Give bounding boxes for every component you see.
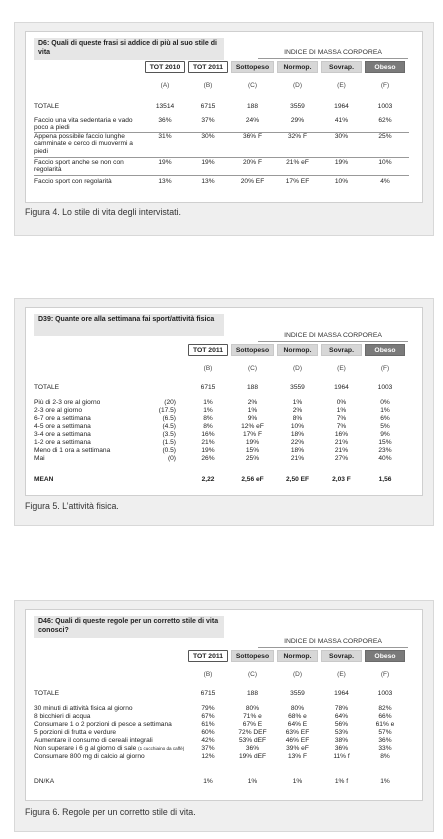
col-letter: (F) — [380, 82, 390, 89]
row-label: 1-2 ore a settimana — [34, 439, 91, 446]
table-cell: 61% e — [375, 721, 395, 728]
total-cell: 6715 — [200, 103, 216, 110]
row-label: Più di 2-3 ore al giorno — [34, 399, 101, 406]
table-cell: 19% — [201, 159, 215, 166]
table-row — [26, 447, 422, 455]
table-cell: 23% — [378, 447, 392, 454]
table-cell: 1% — [292, 399, 303, 406]
row-divider — [34, 157, 409, 158]
table-cell: 13% F — [287, 753, 308, 760]
col-header-tot2011: TOT 2011 — [188, 344, 228, 356]
row-label: Faccio sport anche se non con regolarità — [34, 159, 124, 174]
table-cell: 71% e — [243, 713, 262, 720]
row-label: Meno di 1 ora a settimana — [34, 447, 111, 454]
table-cell: 12% — [201, 753, 215, 760]
table-cell: 20% F — [242, 159, 263, 166]
table-cell: 13% — [158, 178, 172, 185]
table-cell: 16% — [201, 431, 215, 438]
col-header-obeso: Obeso — [365, 61, 405, 73]
table-cell: 33% — [378, 745, 392, 752]
mean-label: MEAN — [34, 476, 54, 483]
row-divider — [34, 175, 409, 176]
row-label: 8 bicchieri di acqua — [34, 713, 91, 720]
table-row — [26, 737, 422, 745]
table-cell: 2% — [247, 399, 258, 406]
table-cell: 17% EF — [285, 178, 310, 185]
col-letter: (B) — [203, 671, 213, 678]
table-cell: 64% — [334, 713, 349, 720]
table-cell: 15% — [378, 439, 392, 446]
imc-underline — [258, 58, 408, 59]
row-label: Faccio sport con regolarità — [34, 178, 112, 185]
total-cell: 188 — [246, 690, 258, 697]
figure-5-table — [25, 307, 423, 496]
mean-cell: 2,22 — [201, 476, 215, 483]
dnka-cell: 1% — [380, 778, 390, 785]
dnka-label: DN/KA — [34, 778, 55, 785]
table-row — [26, 439, 422, 447]
col-header-sovrap: Sovrap. — [321, 61, 362, 73]
total-cell: 188 — [246, 103, 258, 110]
table-cell: 1% — [247, 407, 258, 414]
table-cell: 8% — [203, 423, 213, 430]
row-hours-value: (6.5) — [162, 415, 176, 422]
table-cell: 7% — [336, 415, 347, 422]
total-cell: 1964 — [334, 690, 349, 697]
row-label: 2-3 ore al giorno — [34, 407, 83, 414]
table-cell: 21% — [201, 439, 215, 446]
table-cell: 1% — [203, 399, 213, 406]
total-cell: 6715 — [200, 384, 216, 391]
mean-cell: 2,56 eF — [241, 476, 264, 483]
figure-4-panel — [14, 22, 434, 236]
table-cell: 61% — [201, 721, 215, 728]
table-cell: 36% — [334, 745, 349, 752]
table-cell: 57% — [378, 729, 392, 736]
row-label: 4-5 ore a settimana — [34, 423, 91, 430]
col-letter: (F) — [380, 365, 390, 372]
row-label — [34, 745, 184, 752]
row-label: Consumare 800 mg di calcio al giorno — [34, 753, 145, 760]
figure-caption: Figura 5. L’attività fisica. — [25, 501, 119, 511]
table-row — [26, 729, 422, 737]
table-cell: 5% — [380, 423, 390, 430]
table-cell: 21% — [334, 439, 349, 446]
table-row — [26, 415, 422, 423]
table-cell: 2% — [292, 407, 303, 414]
col-letter: (D) — [292, 365, 303, 372]
imc-label: INDICE DI MASSA CORPOREA — [284, 332, 382, 339]
dnka-cell: 1% — [203, 778, 213, 785]
col-letter: (F) — [380, 671, 390, 678]
table-cell: 36% F — [242, 133, 263, 140]
table-cell: 67% — [201, 713, 215, 720]
imc-label: INDICE DI MASSA CORPOREA — [284, 638, 382, 645]
table-cell: 7% — [336, 423, 347, 430]
total-label: TOTALE — [34, 690, 60, 697]
row-hours-value: (17.5) — [158, 407, 176, 414]
mean-cell: 2,03 F — [332, 476, 351, 483]
row-label-text: Non superare i 6 g al giorno di sale — [34, 745, 137, 752]
table-cell: 22% — [290, 439, 305, 446]
col-header-sottopeso: Sottopeso — [231, 344, 274, 356]
table-cell: 30% — [201, 133, 215, 140]
col-letter: (C) — [247, 365, 258, 372]
mean-cell: 1,56 — [378, 476, 392, 483]
table-cell: 82% — [378, 705, 392, 712]
table-cell: 8% — [203, 415, 213, 422]
col-header-sovrap: Sovrap. — [321, 650, 362, 662]
table-cell: 38% — [334, 737, 349, 744]
table-cell: 42% — [201, 737, 215, 744]
col-letter: (A) — [160, 82, 170, 89]
figure-caption: Figura 6. Regole per un corretto stile di vita. — [25, 807, 196, 817]
total-cell: 1003 — [377, 103, 393, 110]
table-cell: 18% — [290, 447, 305, 454]
table-cell: 30% — [334, 133, 349, 140]
table-cell: 10% — [378, 159, 392, 166]
table-cell: 39% eF — [286, 745, 309, 752]
table-cell: 19% — [158, 159, 172, 166]
col-letter: (B) — [203, 365, 213, 372]
table-cell: 67% E — [242, 721, 263, 728]
table-cell: 26% — [201, 455, 215, 462]
col-header-obeso: Obeso — [365, 344, 405, 356]
table-cell: 12% eF — [241, 423, 264, 430]
table-row — [26, 407, 422, 415]
hours-rows — [26, 399, 422, 463]
table-row — [26, 423, 422, 431]
table-cell: 19% — [245, 439, 260, 446]
table-cell: 4% — [380, 178, 390, 185]
table-cell: 68% e — [288, 713, 307, 720]
dnka-cell: 1% — [292, 778, 303, 785]
total-cell: 188 — [246, 384, 258, 391]
row-label: Faccio una vita sedentaria e vado poco a piedi — [34, 117, 133, 132]
table-cell: 18% — [290, 431, 305, 438]
table-cell: 19% — [334, 159, 349, 166]
col-header-sottopeso: Sottopeso — [231, 61, 274, 73]
row-hours-value: (4.5) — [162, 423, 176, 430]
table-cell: 60% — [201, 729, 215, 736]
table-cell: 0% — [336, 399, 347, 406]
figure-6-table — [25, 609, 423, 801]
col-header-tot2011: TOT 2011 — [188, 650, 228, 662]
table-cell: 29% — [290, 117, 305, 124]
row-label: 3-4 ore a settimana — [34, 431, 91, 438]
table-cell: 32% F — [287, 133, 308, 140]
table-cell: 46% EF — [285, 737, 310, 744]
table-cell: 37% — [201, 745, 215, 752]
total-cell: 1964 — [334, 384, 349, 391]
table-cell: 80% — [245, 705, 260, 712]
figure-4-table — [25, 31, 423, 203]
col-letter: (D) — [292, 82, 303, 89]
col-header-tot2010: TOT 2010 — [145, 61, 185, 73]
table-cell: 25% — [378, 133, 392, 140]
table-cell: 8% — [292, 415, 303, 422]
row-label: 5 porzioni di frutta e verdure — [34, 729, 117, 736]
imc-label: INDICE DI MASSA CORPOREA — [284, 49, 382, 56]
figure-5-panel — [14, 298, 434, 526]
imc-underline — [258, 647, 408, 648]
mean-cell: 2,50 EF — [285, 476, 310, 483]
table-cell: 56% — [334, 721, 349, 728]
table-cell: 9% — [247, 415, 258, 422]
total-cell: 3559 — [290, 103, 305, 110]
table-cell: 17% F — [242, 431, 263, 438]
col-letter: (E) — [337, 82, 346, 89]
col-header-tot2011: TOT 2011 — [188, 61, 228, 73]
table-cell: 10% — [290, 423, 305, 430]
table-row — [26, 705, 422, 713]
total-cell: 6715 — [200, 690, 216, 697]
table-cell: 1% — [336, 407, 347, 414]
table-cell: 27% — [334, 455, 349, 462]
table-row — [26, 721, 422, 729]
row-hours-value: (0.5) — [162, 447, 176, 454]
total-cell: 3559 — [290, 384, 305, 391]
row-hours-value: (0) — [167, 455, 176, 462]
dnka-cell: 1% — [247, 778, 258, 785]
table-cell: 21% eF — [286, 159, 309, 166]
total-label: TOTALE — [34, 103, 60, 110]
table-row — [26, 431, 422, 439]
col-header-sovrap: Sovrap. — [321, 344, 362, 356]
col-header-sottopeso: Sottopeso — [231, 650, 274, 662]
table-cell: 66% — [378, 713, 392, 720]
table-cell: 10% — [334, 178, 349, 185]
col-header-normop: Normop. — [277, 650, 318, 662]
table-cell: 20% EF — [240, 178, 265, 185]
figure-caption: Figura 4. Lo stile di vita degli intervistati. — [25, 207, 181, 217]
table-cell: 21% — [334, 447, 349, 454]
table-cell: 63% EF — [285, 729, 310, 736]
table-cell: 24% — [245, 117, 260, 124]
question-title: D6: Quali di queste frasi si addice di più al suo stile di vita — [34, 38, 224, 60]
row-hours-value: (3.5) — [162, 431, 176, 438]
table-cell: 0% — [380, 399, 390, 406]
table-row — [26, 399, 422, 407]
table-row — [26, 745, 422, 753]
table-cell: 8% — [380, 753, 390, 760]
table-cell: 1% — [203, 407, 213, 414]
table-row — [26, 455, 422, 463]
table-cell: 78% — [334, 705, 349, 712]
col-letter: (D) — [292, 671, 303, 678]
table-cell: 53% — [334, 729, 349, 736]
col-header-normop: Normop. — [277, 344, 318, 356]
col-letter: (C) — [247, 671, 258, 678]
table-cell: 62% — [378, 117, 392, 124]
question-title: D46: Quali di queste regole per un corretto stile di vita conosci? — [34, 616, 224, 638]
table-cell: 36% — [158, 117, 172, 124]
row-label: Consumare 1 o 2 porzioni di pesce a settimana — [34, 721, 172, 728]
total-cell: 1003 — [377, 384, 393, 391]
table-cell: 37% — [201, 117, 215, 124]
total-cell: 1003 — [377, 690, 393, 697]
row-hours-value: (1.5) — [162, 439, 176, 446]
total-label: TOTALE — [34, 384, 60, 391]
table-cell: 19% — [201, 447, 215, 454]
row-label: Aumentare il consumo di cereali integrali — [34, 737, 153, 744]
table-cell: 16% — [334, 431, 349, 438]
question-title: D39: Quante ore alla settimana fai sport/attività fisica — [34, 314, 224, 336]
total-cell: 1964 — [334, 103, 349, 110]
row-label-note: (1 cucchiaino da caffè) — [138, 746, 185, 751]
total-cell: 3559 — [290, 690, 305, 697]
table-row — [26, 713, 422, 721]
table-cell: 15% — [245, 447, 260, 454]
table-row — [26, 753, 422, 761]
table-cell: 79% — [201, 705, 215, 712]
table-cell: 1% — [380, 407, 390, 414]
table-cell: 53% dEF — [238, 737, 267, 744]
table-cell: 72% DEF — [238, 729, 267, 736]
table-cell: 31% — [158, 133, 172, 140]
table-cell: 9% — [380, 431, 390, 438]
table-cell: 25% — [245, 455, 260, 462]
dnka-cell: 1% f — [334, 778, 349, 785]
row-label: Mai — [34, 455, 45, 462]
table-cell: 40% — [378, 455, 392, 462]
imc-underline — [258, 341, 408, 342]
table-cell: 6% — [380, 415, 390, 422]
col-header-obeso: Obeso — [365, 650, 405, 662]
col-letter: (B) — [203, 82, 213, 89]
col-header-normop: Normop. — [277, 61, 318, 73]
table-cell: 36% — [378, 737, 392, 744]
table-cell: 36% — [245, 745, 260, 752]
row-label: Appena possibile faccio lunghe camminate e cerco di muovermi a piedi — [34, 133, 133, 155]
table-cell: 13% — [201, 178, 215, 185]
col-letter: (E) — [337, 671, 346, 678]
table-cell: 19% dEF — [238, 753, 267, 760]
rules-rows — [26, 705, 422, 761]
table-cell: 11% f — [333, 753, 350, 760]
total-cell: 13514 — [155, 103, 175, 110]
table-cell: 80% — [290, 705, 305, 712]
table-cell: 64% E — [287, 721, 308, 728]
col-letter: (C) — [247, 82, 258, 89]
row-label: 6-7 ore a settimana — [34, 415, 91, 422]
figure-6-panel — [14, 600, 434, 832]
table-cell: 41% — [334, 117, 349, 124]
row-hours-value: (20) — [164, 399, 176, 406]
row-label: 30 minuti di attività fisica al giorno — [34, 705, 133, 712]
table-cell: 21% — [290, 455, 305, 462]
col-letter: (E) — [337, 365, 346, 372]
